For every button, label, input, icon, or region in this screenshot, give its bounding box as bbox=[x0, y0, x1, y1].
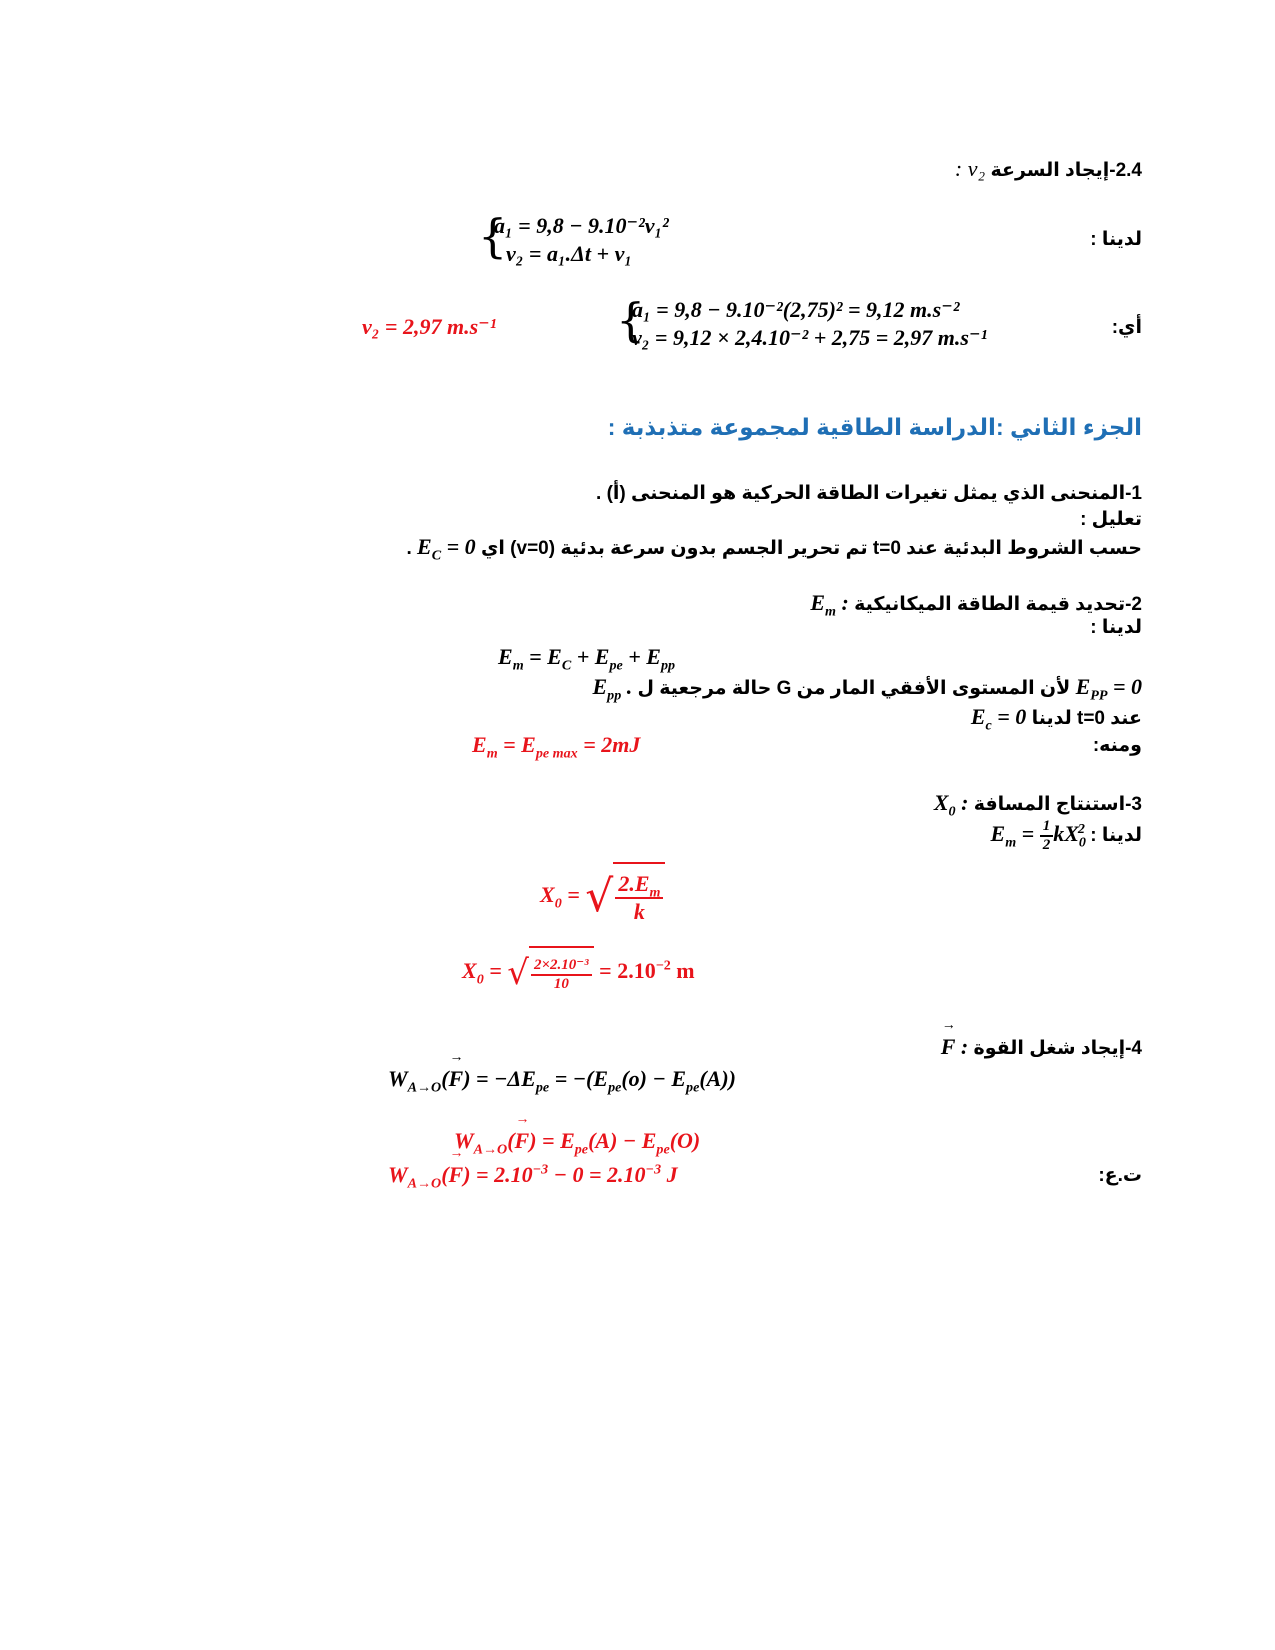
meaning-label: أي: bbox=[1111, 317, 1142, 338]
question-1-answer: 1-المنحنى الذي يمثل تغيرات الطاقة الحركية هو المنحنى (أ) . bbox=[596, 483, 1142, 504]
mechanical-energy-equation: $E_m = E_C + E_{pe} + E_{pp}$ bbox=[498, 644, 676, 674]
work-equation-2: $W_{A\to O}(\to F) = E_{pe}(A) - E_{pe}(O)$ bbox=[454, 1128, 700, 1154]
system-equations-1: { a₁ = 9,8 − 9.10⁻²v₁² v₂ = a₁.Δt + v₁ bbox=[478, 209, 669, 266]
question-3-heading: 3-استنتاج المسافة $X_0$ : bbox=[933, 790, 1142, 820]
equation-a1-numeric: a₁ = 9,8 − 9.10⁻²(2,75)² = 9,12 m.s⁻² bbox=[632, 297, 960, 322]
x0-formula: $X_0$ = √ $\frac{2.E_m}{k}$ bbox=[540, 862, 665, 932]
equation-a1-general: a₁ = 9,8 − 9.10⁻²v₁² bbox=[494, 213, 669, 238]
justification-text: حسب الشروط البدئية عند t=0 تم تحرير الجسم بدون سرعة بدئية (v=0) اي $E_C = 0$ . bbox=[406, 534, 1142, 564]
v2-result: v₂ = 2,97 m.s⁻¹ bbox=[362, 314, 497, 339]
equation-v2-general: v₂ = a₁.Δt + v₁ bbox=[506, 241, 633, 266]
part-two-title: الجزء الثاني :الدراسة الطاقية لمجموعة متذبذبة : bbox=[607, 414, 1142, 440]
hence-label: ومنه: bbox=[1092, 735, 1142, 756]
epp-zero-line: $E_{PP} = 0$ لأن المستوى الأفقي المار من G حالة مرجعية ل $E_{pp}$ . bbox=[592, 674, 1142, 704]
mechanical-energy-result: $E_m = E_{pe max} = 2mJ$ bbox=[472, 732, 641, 762]
question-2-we-have: لدينا : bbox=[1090, 617, 1142, 638]
x0-numeric: $X_0$ = √ $\frac{\text{2×2.10⁻³}}{10}$ = $2.10^{-2}$ m bbox=[462, 946, 695, 1000]
question-3-we-have: لدينا : $E_m$ = $\frac{1}{2}$ $kX_0^2$ bbox=[990, 818, 1142, 853]
question-2-heading: 2-تحديد قيمة الطاقة الميكانيكية $E_m$ : bbox=[810, 590, 1142, 620]
ec-zero-line: عند t=0 لدينا $E_c = 0$ bbox=[970, 704, 1142, 734]
equation-v2-numeric: v₂ = 9,12 × 2,4.10⁻² + 2,75 = 2,97 m.s⁻¹ bbox=[632, 325, 988, 350]
we-have-label: لدينا : bbox=[1090, 229, 1142, 250]
system-equations-2: { a₁ = 9,8 − 9.10⁻²(2,75)² = 9,12 m.s⁻² v₂ = 9,12 × 2,4.10⁻² + 2,75 = 2,97 m.s⁻¹ bbox=[616, 293, 988, 350]
numerical-application-label: ت.ع: bbox=[1098, 1165, 1142, 1186]
work-equation-1: $W_{A\to O}(\to F) = -\Delta E_{pe} = -(E_{pe}(o) - E_{pe}(A))$ bbox=[388, 1066, 736, 1092]
justification-label: تعليل : bbox=[1080, 509, 1142, 530]
work-equation-3: $W_{A\to O}(\to F) = 2.10^{-3} - 0 = 2.10^{-3}$ J bbox=[388, 1162, 678, 1188]
question-4-heading: 4-إيجاد شغل القوة → F : bbox=[941, 1034, 1142, 1060]
section-heading-2-4: 2.4-إيجاد السرعة v₂ : bbox=[954, 156, 1142, 181]
